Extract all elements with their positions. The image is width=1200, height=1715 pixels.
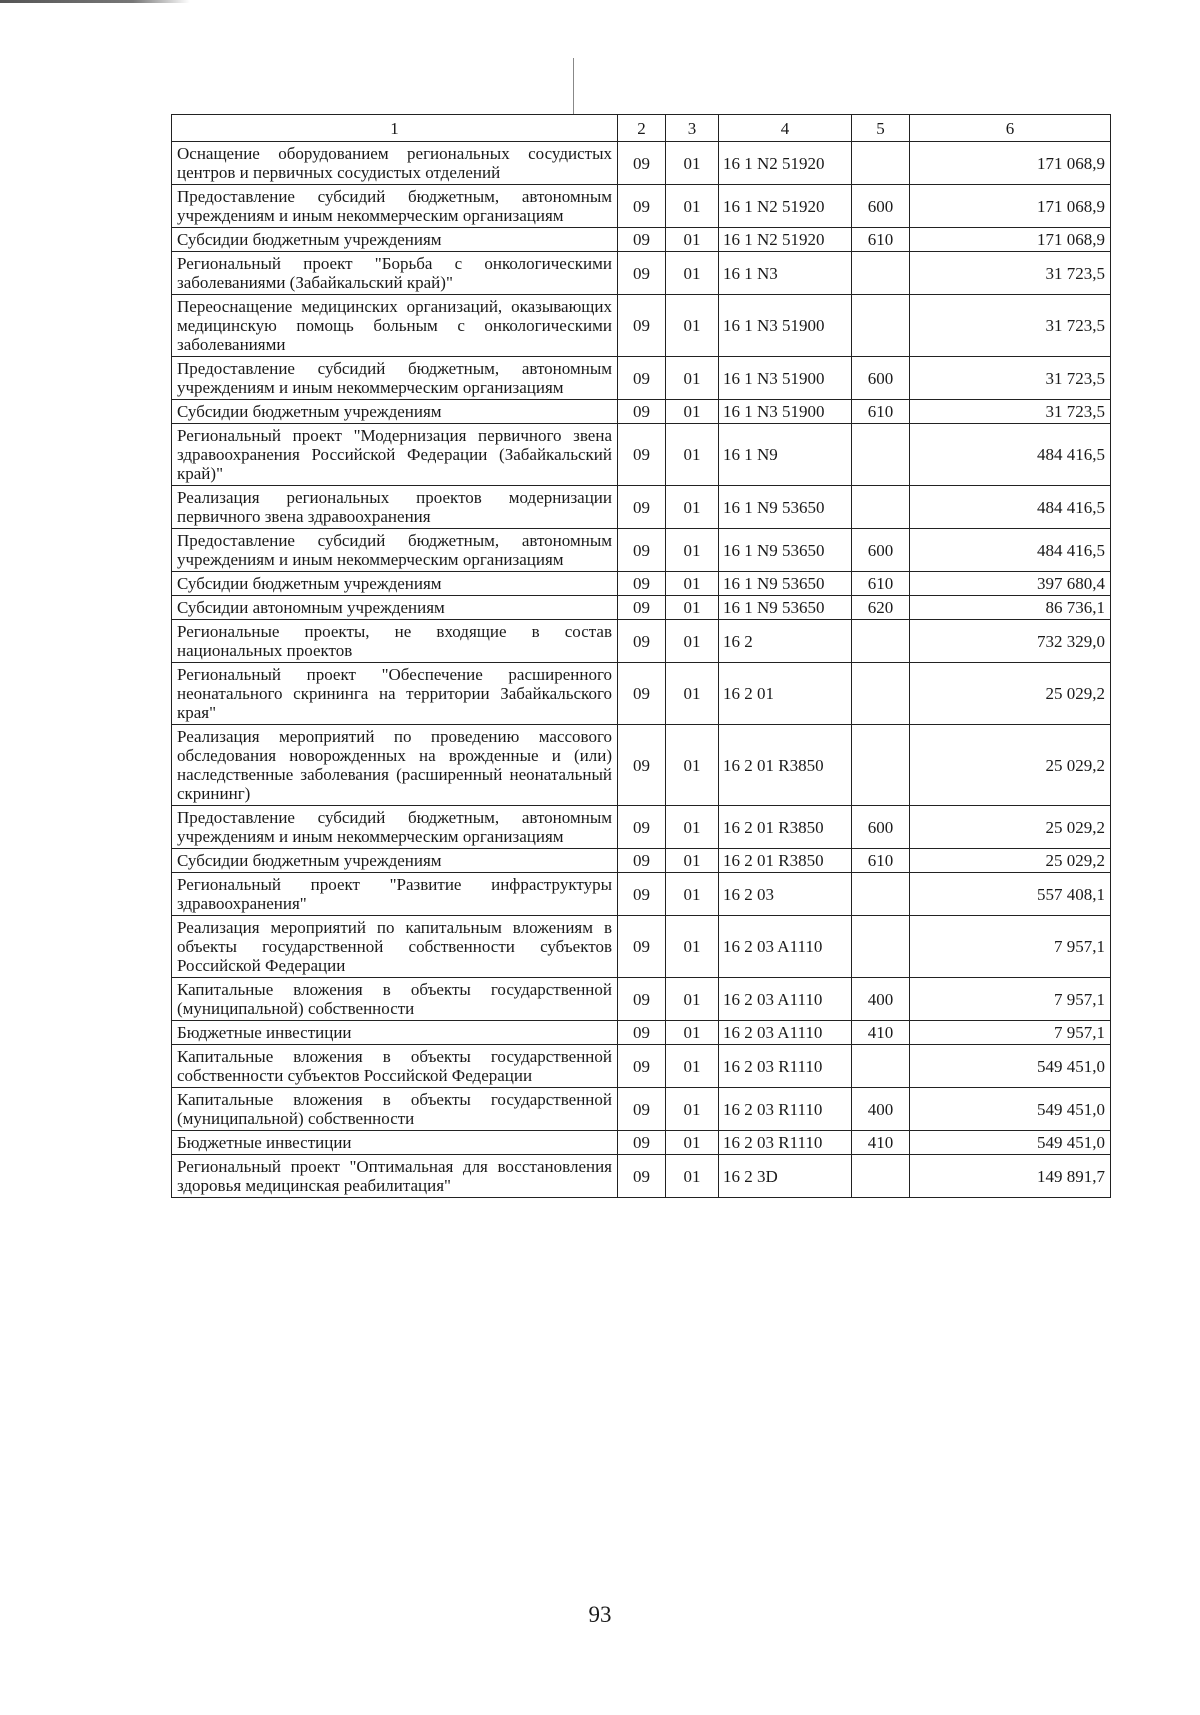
row-subsection: 01	[666, 142, 719, 185]
page-number: 93	[588, 1602, 612, 1627]
row-expense-type: 600	[852, 185, 910, 228]
table-row	[172, 725, 1111, 806]
row-subsection: 01	[666, 572, 719, 596]
table-row	[172, 849, 1111, 873]
row-target-code: 16 2 01 R3850	[719, 725, 852, 806]
table-row	[172, 806, 1111, 849]
row-amount: 149 891,7	[910, 1155, 1111, 1198]
header-col-6: 6	[910, 115, 1111, 142]
row-name: Региональный проект "Обеспечение расширенного неонатального скрининга на территории Забайкальского края"	[172, 663, 618, 725]
row-subsection: 01	[666, 185, 719, 228]
header-col-2: 2	[618, 115, 666, 142]
row-section: 09	[618, 295, 666, 357]
row-amount: 171 068,9	[910, 185, 1111, 228]
row-subsection: 01	[666, 529, 719, 572]
row-section: 09	[618, 806, 666, 849]
row-section: 09	[618, 252, 666, 295]
row-section: 09	[618, 400, 666, 424]
row-section: 09	[618, 1131, 666, 1155]
row-name: Капитальные вложения в объекты государственной собственности субъектов Российской Федерации	[172, 1045, 618, 1088]
row-target-code: 16 1 N2 51920	[719, 185, 852, 228]
header-col-3: 3	[666, 115, 719, 142]
row-amount: 484 416,5	[910, 529, 1111, 572]
row-section: 09	[618, 228, 666, 252]
row-target-code: 16 1 N2 51920	[719, 228, 852, 252]
row-section: 09	[618, 572, 666, 596]
row-section: 09	[618, 357, 666, 400]
row-subsection: 01	[666, 978, 719, 1021]
table-row	[172, 357, 1111, 400]
header-col-4: 4	[719, 115, 852, 142]
row-subsection: 01	[666, 424, 719, 486]
row-name: Бюджетные инвестиции	[172, 1021, 618, 1045]
row-name: Капитальные вложения в объекты государственной (муниципальной) собственности	[172, 978, 618, 1021]
row-amount: 171 068,9	[910, 142, 1111, 185]
row-target-code: 16 1 N9 53650	[719, 529, 852, 572]
row-target-code: 16 2 01 R3850	[719, 849, 852, 873]
row-subsection: 01	[666, 916, 719, 978]
row-subsection: 01	[666, 663, 719, 725]
row-subsection: 01	[666, 252, 719, 295]
row-name: Предоставление субсидий бюджетным, автономным учреждениям и иным некоммерческим организациям	[172, 357, 618, 400]
row-name: Региональный проект "Оптимальная для восстановления здоровья медицинская реабилитация"	[172, 1155, 618, 1198]
header-col-1: 1	[172, 115, 618, 142]
table-row	[172, 1021, 1111, 1045]
row-section: 09	[618, 873, 666, 916]
row-subsection: 01	[666, 295, 719, 357]
row-amount: 31 723,5	[910, 295, 1111, 357]
scan-artifact-line	[573, 58, 574, 114]
row-expense-type	[852, 663, 910, 725]
row-section: 09	[618, 185, 666, 228]
row-name: Региональные проекты, не входящие в состав национальных проектов	[172, 620, 618, 663]
row-name: Реализация региональных проектов модернизации первичного звена здравоохранения	[172, 486, 618, 529]
row-name: Субсидии бюджетным учреждениям	[172, 228, 618, 252]
row-amount: 31 723,5	[910, 357, 1111, 400]
row-target-code: 16 2 3D	[719, 1155, 852, 1198]
row-section: 09	[618, 596, 666, 620]
row-amount: 31 723,5	[910, 252, 1111, 295]
row-subsection: 01	[666, 228, 719, 252]
row-section: 09	[618, 1088, 666, 1131]
table-row	[172, 228, 1111, 252]
table-row	[172, 1131, 1111, 1155]
row-name: Реализация мероприятий по капитальным вложениям в объекты государственной собственности субъектов Российской Федерации	[172, 916, 618, 978]
row-expense-type: 600	[852, 357, 910, 400]
row-expense-type: 610	[852, 228, 910, 252]
row-amount: 549 451,0	[910, 1131, 1111, 1155]
row-section: 09	[618, 486, 666, 529]
row-subsection: 01	[666, 400, 719, 424]
table-row	[172, 486, 1111, 529]
row-name: Предоставление субсидий бюджетным, автономным учреждениям и иным некоммерческим организациям	[172, 806, 618, 849]
row-name: Субсидии автономным учреждениям	[172, 596, 618, 620]
row-amount: 7 957,1	[910, 916, 1111, 978]
row-target-code: 16 2	[719, 620, 852, 663]
row-section: 09	[618, 916, 666, 978]
row-expense-type	[852, 252, 910, 295]
row-subsection: 01	[666, 1045, 719, 1088]
row-section: 09	[618, 1045, 666, 1088]
row-target-code: 16 2 03 R1110	[719, 1045, 852, 1088]
row-amount: 25 029,2	[910, 725, 1111, 806]
row-name: Региональный проект "Борьба с онкологическими заболеваниями (Забайкальский край)"	[172, 252, 618, 295]
row-section: 09	[618, 424, 666, 486]
row-name: Предоставление субсидий бюджетным, автономным учреждениям и иным некоммерческим организациям	[172, 529, 618, 572]
row-target-code: 16 1 N3	[719, 252, 852, 295]
table-row	[172, 916, 1111, 978]
table-row	[172, 252, 1111, 295]
row-name: Реализация мероприятий по проведению массового обследования новорожденных на врожденные и (или) наследственные заболевания (расширенный неонатальный скрининг)	[172, 725, 618, 806]
table-row	[172, 400, 1111, 424]
row-amount: 397 680,4	[910, 572, 1111, 596]
table-row	[172, 295, 1111, 357]
row-expense-type: 600	[852, 806, 910, 849]
budget-table	[171, 114, 1111, 1198]
table-body	[172, 142, 1111, 1198]
row-amount: 171 068,9	[910, 228, 1111, 252]
row-name: Предоставление субсидий бюджетным, автономным учреждениям и иным некоммерческим организациям	[172, 185, 618, 228]
row-target-code: 16 2 01 R3850	[719, 806, 852, 849]
row-expense-type	[852, 486, 910, 529]
row-amount: 484 416,5	[910, 424, 1111, 486]
row-section: 09	[618, 620, 666, 663]
table-row	[172, 1155, 1111, 1198]
row-amount: 25 029,2	[910, 806, 1111, 849]
row-name: Субсидии бюджетным учреждениям	[172, 849, 618, 873]
table-row	[172, 978, 1111, 1021]
table-row	[172, 1045, 1111, 1088]
row-target-code: 16 1 N3 51900	[719, 400, 852, 424]
row-target-code: 16 2 03 A1110	[719, 1021, 852, 1045]
row-name: Субсидии бюджетным учреждениям	[172, 400, 618, 424]
row-name: Региональный проект "Развитие инфраструктуры здравоохранения"	[172, 873, 618, 916]
row-target-code: 16 1 N9 53650	[719, 596, 852, 620]
row-name: Региональный проект "Модернизация первичного звена здравоохранения Российской Федерации (Забайкальский край)"	[172, 424, 618, 486]
row-name: Оснащение оборудованием региональных сосудистых центров и первичных сосудистых отделений	[172, 142, 618, 185]
row-section: 09	[618, 849, 666, 873]
table-row	[172, 185, 1111, 228]
row-expense-type: 400	[852, 1088, 910, 1131]
row-section: 09	[618, 1155, 666, 1198]
row-subsection: 01	[666, 1021, 719, 1045]
row-target-code: 16 1 N3 51900	[719, 295, 852, 357]
row-subsection: 01	[666, 596, 719, 620]
row-subsection: 01	[666, 806, 719, 849]
row-target-code: 16 2 03 A1110	[719, 978, 852, 1021]
scan-edge-mark	[0, 0, 190, 3]
row-amount: 31 723,5	[910, 400, 1111, 424]
table-row	[172, 663, 1111, 725]
row-subsection: 01	[666, 725, 719, 806]
header-col-5: 5	[852, 115, 910, 142]
row-amount: 86 736,1	[910, 596, 1111, 620]
row-amount: 549 451,0	[910, 1088, 1111, 1131]
row-target-code: 16 1 N3 51900	[719, 357, 852, 400]
row-name: Капитальные вложения в объекты государственной (муниципальной) собственности	[172, 1088, 618, 1131]
row-amount: 557 408,1	[910, 873, 1111, 916]
row-section: 09	[618, 663, 666, 725]
row-target-code: 16 1 N2 51920	[719, 142, 852, 185]
row-name: Бюджетные инвестиции	[172, 1131, 618, 1155]
row-target-code: 16 2 03 A1110	[719, 916, 852, 978]
table-row	[172, 1088, 1111, 1131]
row-amount: 7 957,1	[910, 1021, 1111, 1045]
row-expense-type: 610	[852, 400, 910, 424]
row-name: Переоснащение медицинских организаций, оказывающих медицинскую помощь больным с онкологическими заболеваниями	[172, 295, 618, 357]
table-row	[172, 572, 1111, 596]
row-target-code: 16 2 01	[719, 663, 852, 725]
row-expense-type	[852, 873, 910, 916]
row-section: 09	[618, 978, 666, 1021]
row-target-code: 16 1 N9 53650	[719, 572, 852, 596]
row-subsection: 01	[666, 1155, 719, 1198]
row-expense-type	[852, 1045, 910, 1088]
row-amount: 25 029,2	[910, 663, 1111, 725]
row-subsection: 01	[666, 486, 719, 529]
row-expense-type	[852, 142, 910, 185]
row-expense-type	[852, 1155, 910, 1198]
row-expense-type	[852, 725, 910, 806]
row-expense-type: 410	[852, 1021, 910, 1045]
row-expense-type: 600	[852, 529, 910, 572]
row-expense-type	[852, 424, 910, 486]
row-amount: 732 329,0	[910, 620, 1111, 663]
row-amount: 7 957,1	[910, 978, 1111, 1021]
table-row	[172, 142, 1111, 185]
row-expense-type	[852, 295, 910, 357]
table-row	[172, 424, 1111, 486]
row-subsection: 01	[666, 849, 719, 873]
row-expense-type	[852, 916, 910, 978]
row-amount: 549 451,0	[910, 1045, 1111, 1088]
table-row	[172, 529, 1111, 572]
row-expense-type: 610	[852, 849, 910, 873]
row-amount: 484 416,5	[910, 486, 1111, 529]
row-target-code: 16 1 N9 53650	[719, 486, 852, 529]
row-expense-type	[852, 620, 910, 663]
row-name: Субсидии бюджетным учреждениям	[172, 572, 618, 596]
row-target-code: 16 2 03	[719, 873, 852, 916]
row-subsection: 01	[666, 1088, 719, 1131]
header-row	[172, 115, 1111, 142]
row-section: 09	[618, 529, 666, 572]
row-subsection: 01	[666, 1131, 719, 1155]
row-expense-type: 410	[852, 1131, 910, 1155]
row-expense-type: 620	[852, 596, 910, 620]
row-section: 09	[618, 725, 666, 806]
row-section: 09	[618, 142, 666, 185]
row-expense-type: 400	[852, 978, 910, 1021]
table-row	[172, 620, 1111, 663]
table-row	[172, 596, 1111, 620]
row-subsection: 01	[666, 620, 719, 663]
table-row	[172, 873, 1111, 916]
row-target-code: 16 1 N9	[719, 424, 852, 486]
row-target-code: 16 2 03 R1110	[719, 1088, 852, 1131]
row-subsection: 01	[666, 873, 719, 916]
row-expense-type: 610	[852, 572, 910, 596]
row-section: 09	[618, 1021, 666, 1045]
row-target-code: 16 2 03 R1110	[719, 1131, 852, 1155]
row-subsection: 01	[666, 357, 719, 400]
row-amount: 25 029,2	[910, 849, 1111, 873]
